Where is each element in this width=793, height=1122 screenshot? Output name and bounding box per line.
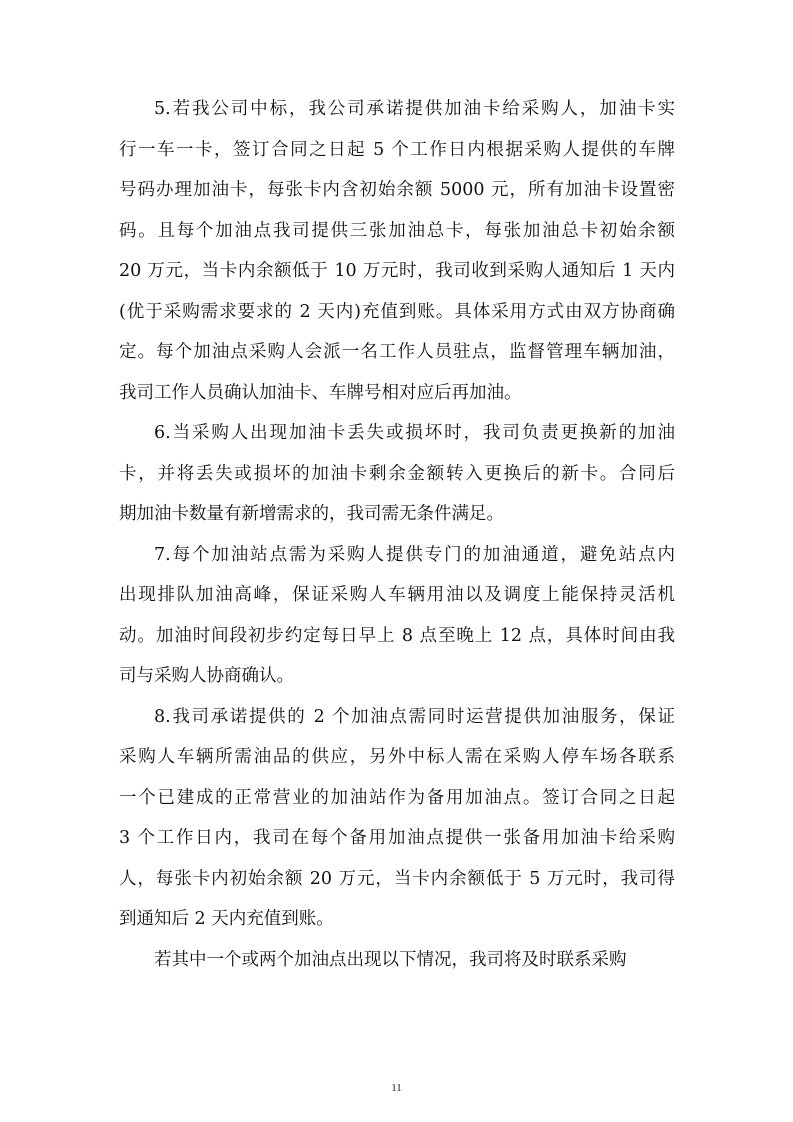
paragraph-8-line-6: 到通知后 2 天内充值到账。: [119, 909, 334, 929]
body-text: [119, 89, 675, 980]
paragraph-8-line-4: 3 个工作日内，我司在每个备用加油点提供一张备用加油卡给采购: [119, 828, 675, 848]
paragraph-8-line-2: 采购人车辆所需油品的供应，另外中标人需在采购人停车场各联系: [119, 747, 675, 767]
paragraph-6-line-2: 卡，并将丢失或损坏的加油卡剩余金额转入更换后的新卡。合同后: [119, 463, 675, 484]
paragraph-7-line-4: 司与采购人协商确认。: [119, 666, 294, 686]
paragraph-5-line-6: (优于采购需求要求的 2 天内)充值到账。具体采用方式由双方协商确: [119, 301, 675, 322]
paragraph-5-line-3: 号码办理加油卡，每张卡内含初始余额 5000 元，所有加油卡设置密: [119, 180, 675, 200]
paragraph-5-line-2: 行一车一卡，签订合同之日起 5 个工作日内根据采购人提供的车牌: [119, 139, 675, 160]
page-number: 11: [391, 1082, 402, 1094]
paragraph-8-line-5: 人，每张卡内初始余额 20 万元，当卡内余额低于 5 万元时，我司得: [119, 868, 675, 889]
paragraph-7-line-3: 动。加油时间段初步约定每日早上 8 点至晚上 12 点，具体时间由我: [119, 625, 675, 646]
paragraph-5-line-8: 我司工作人员确认加油卡、车牌号相对应后再加油。: [119, 382, 522, 403]
paragraph-5-line-1: 5.若我公司中标，我公司承诺提供加油卡给采购人，加油卡实: [154, 99, 675, 119]
paragraph-5-line-4: 码。且每个加油点我司提供三张加油总卡，每张加油总卡初始余额: [119, 220, 675, 241]
paragraph-9-line-1: 若其中一个或两个加油点出现以下情况，我司将及时联系采购: [154, 949, 627, 970]
paragraph-5-line-5: 20 万元，当卡内余额低于 10 万元时，我司收到采购人通知后 1 天内: [119, 261, 675, 281]
paragraph-5-line-7: 定。每个加油点采购人会派一名工作人员驻点，监督管理车辆加油，: [119, 342, 675, 362]
paragraph-8-line-1: 8.我司承诺提供的 2 个加油点需同时运营提供加油服务，保证: [154, 706, 675, 727]
paragraph-7-line-1: 7.每个加油站点需为采购人提供专门的加油通道，避免站点内: [154, 544, 675, 565]
paragraph-8-line-3: 一个已建成的正常营业的加油站作为备用加油点。签订合同之日起: [119, 787, 675, 808]
paragraph-7-line-2: 出现排队加油高峰，保证采购人车辆用油以及调度上能保持灵活机: [119, 585, 675, 605]
paragraph-6-line-1: 6.当采购人出现加油卡丢失或损坏时，我司负责更换新的加油: [154, 423, 675, 443]
paragraph-6-line-3: 期加油卡数量有新增需求的，我司需无条件满足。: [119, 504, 504, 524]
